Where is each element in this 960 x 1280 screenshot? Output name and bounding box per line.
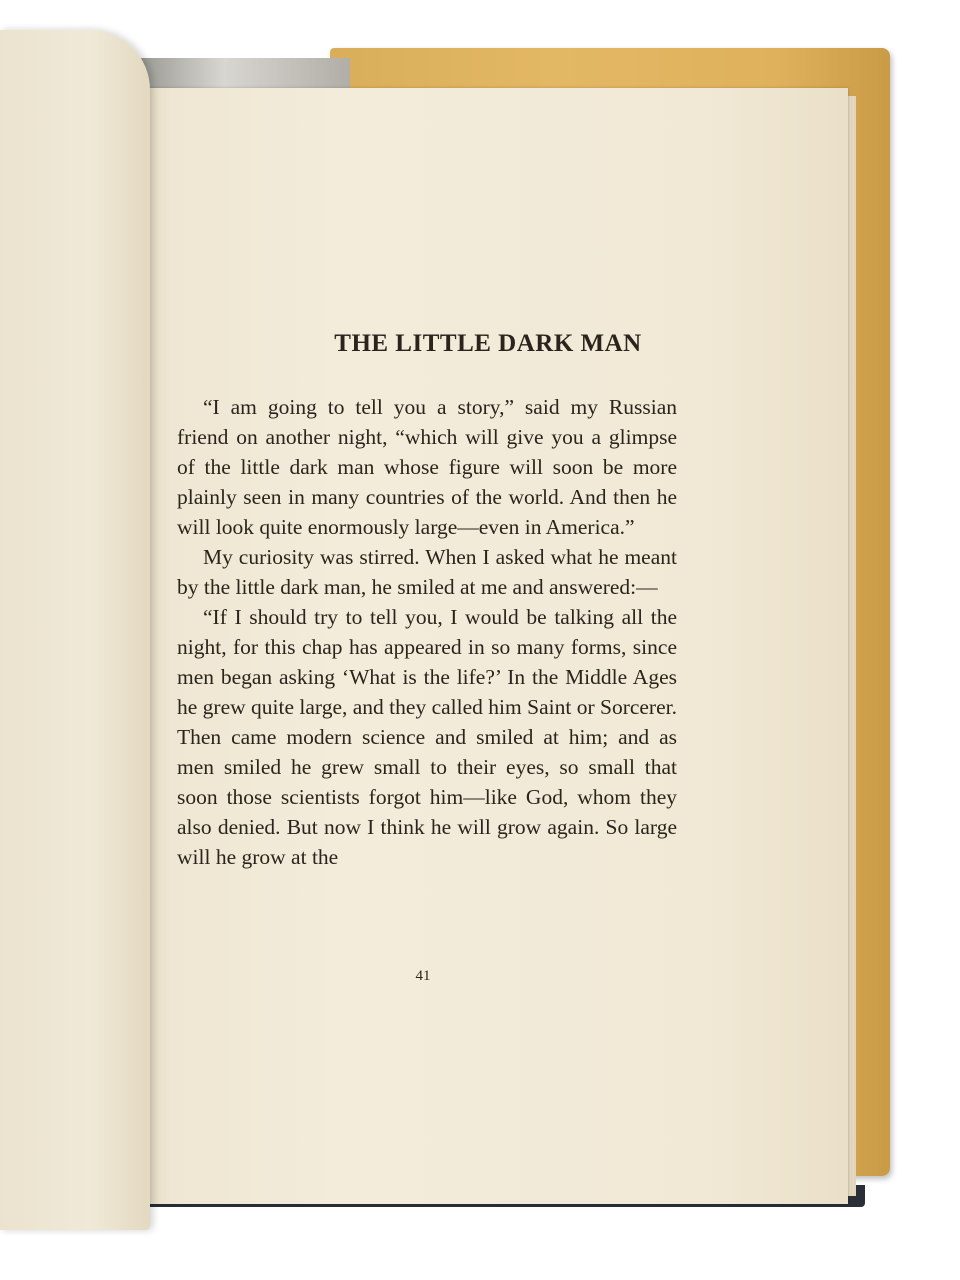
paragraph-3: “If I should try to tell you, I would be talking all the night, for this chap has appeared in so many forms, since men began asking ‘What is the life?’ In the Middle Ages he grew quite large, and they called him Saint or Sorcerer. Then came modern science and smiled at him; and as men smiled he grew small to their eyes, so small that soon those scientists forgot him—like God, whom they also denied. But now I think he will grow again. So large will he grow at the: [177, 605, 677, 869]
page-body-text: [177, 392, 677, 872]
left-page: [0, 30, 150, 1230]
paragraph-1: “I am going to tell you a story,” said my Russian friend on another night, “which will give you a glimpse of the little dark man whose figure will soon be more plainly seen in many countries of the world. And then he will look quite enormously large—even in America.”: [177, 395, 677, 539]
paragraph-2: My curiosity was stirred. When I asked what he meant by the little dark man, he smiled at me and answered:—: [177, 545, 677, 599]
page-number: 41: [415, 968, 431, 984]
chapter-title: THE LITTLE DARK MAN: [334, 330, 642, 357]
jacket-top-edge: [140, 58, 350, 92]
